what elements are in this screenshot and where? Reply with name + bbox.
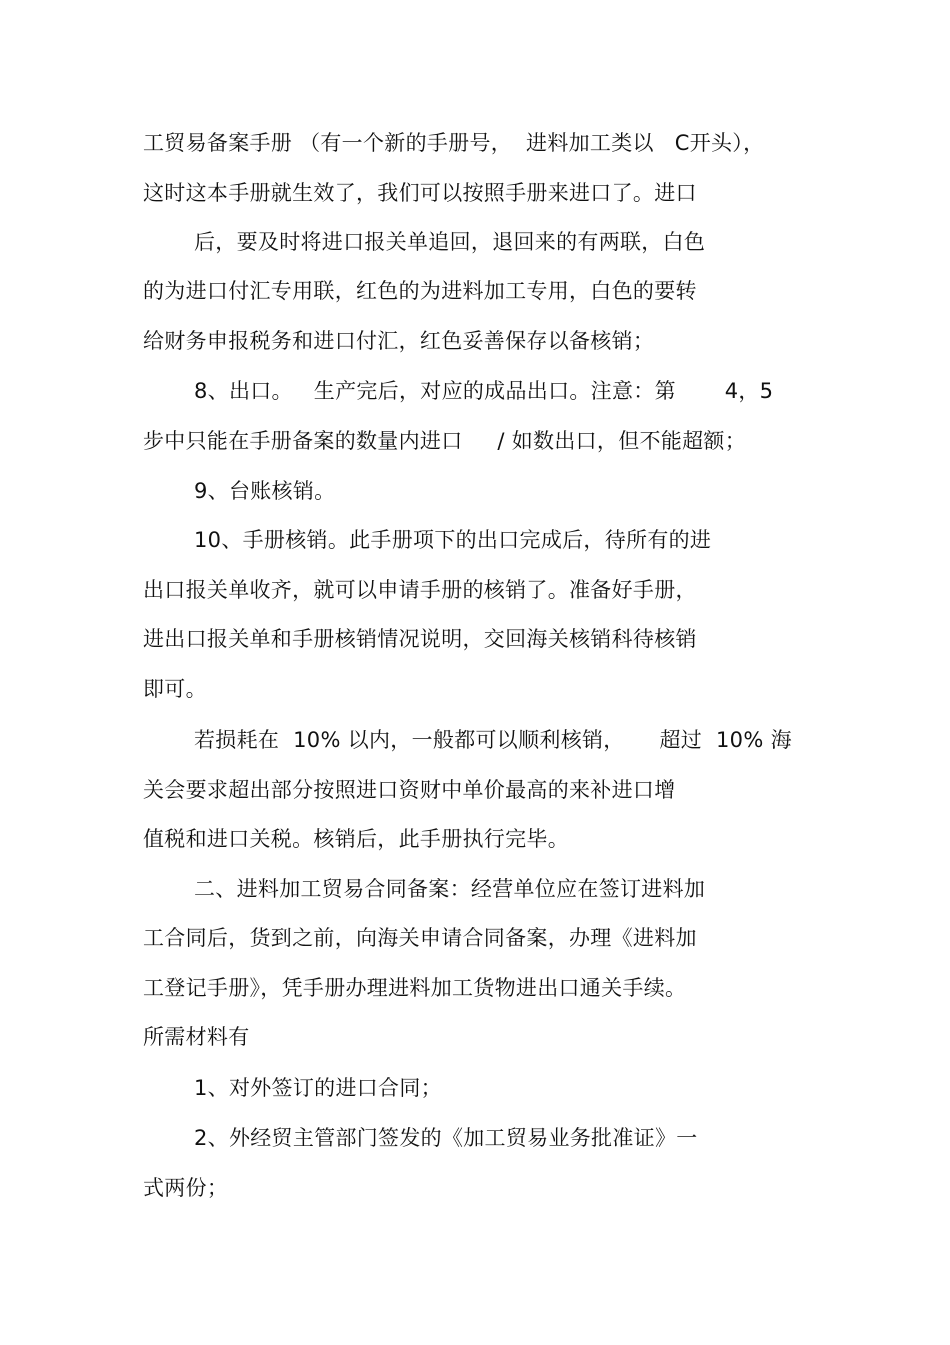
text-line: 给财务申报税务和进口付汇，红色妥善保存以备核销； [143,329,655,353]
text-line: 即可。 [143,677,207,701]
text-line: 后，要及时将进口报关单追回，退回来的有两联，白色 [194,230,706,254]
text-line: 步中只能在手册备案的数量内进口 / 如数出口，但不能超额； [143,429,747,453]
text-line: 进出口报关单和手册核销情况说明，交回海关核销科待核销 [143,627,697,651]
text-line: 工贸易备案手册 （有一个新的手册号， 进料加工类以 C开头）， [143,131,765,155]
text-line: 值税和进口关税。核销后，此手册执行完毕。 [143,827,569,851]
text-line: 的为进口付汇专用联，红色的为进料加工专用，白色的要转 [143,279,697,303]
text-line: 这时这本手册就生效了，我们可以按照手册来进口了。进口 [143,181,697,205]
text-line: 2、外经贸主管部门签发的《加工贸易业务批准证》一 [194,1126,698,1150]
text-line: 工合同后，货到之前，向海关申请合同备案，办理《进料加 [143,926,697,950]
text-line: 工登记手册》，凭手册办理进料加工货物进出口通关手续。 [143,976,687,1000]
text-line: 式两份； [143,1176,229,1200]
text-line: 1、对外签订的进口合同； [194,1076,442,1100]
text-line: 所需材料有 [143,1025,250,1049]
text-line: 9、台账核销。 [194,479,336,503]
text-line: 若损耗在 10% 以内，一般都可以顺利核销， 超过 10% 海 [194,728,792,752]
text-line: 关会要求超出部分按照进口资财中单价最高的来补进口增 [143,778,676,802]
text-line: 8、出口。 生产完后，对应的成品出口。注意：第 4，5 [194,379,774,403]
text-line: 出口报关单收齐，就可以申请手册的核销了。准备好手册， [143,578,697,602]
text-line: 10、手册核销。此手册项下的出口完成后，待所有的进 [194,528,712,552]
text-line: 二、进料加工贸易合同备案：经营单位应在签订进料加 [194,877,706,901]
